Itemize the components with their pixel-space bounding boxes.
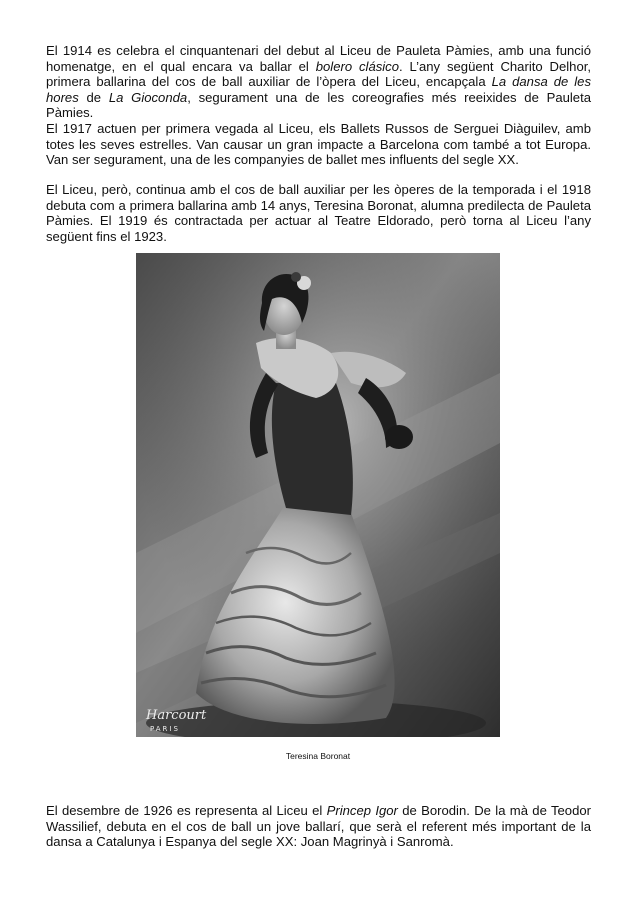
photographer-city: PARIS <box>150 725 180 733</box>
italic-princep-igor: Princep Igor <box>326 803 398 818</box>
text-span: , segurament una de les coreografies més reeixides de Pauleta Pàmies. <box>46 89 592 121</box>
italic-bolero-clasico: bolero clásico <box>315 58 400 74</box>
text-span: El 1914 es celebra el cinquantenari del debut al Liceu de Pauleta Pàmies, amb una funció homenatge, en el qual encara va ballar el <box>46 43 591 74</box>
paragraph-1926 <box>46 803 591 850</box>
paragraph-1918: El Liceu, però, continua amb el cos de ball auxiliar per les òperes de la temporada i el 1918 debuta com a primera ballarina amb 14 anys, Teresina Boronat, alumna predilecta de Pauleta Pàmies. El 1919 és contractada per actuar al Teatre Eldorado, però torna al Liceu l’any següent fins el 1923. <box>46 182 591 244</box>
paragraph-1917: El 1917 actuen per primera vegada al Liceu, els Ballets Russos de Serguei Diàguilev, amb totes les seves estrelles. Van causar un gran impacte a Barcelona com també a tot Europa. Van ser segurament, una de les companyies de ballet mes influents del segle XX. <box>46 121 591 168</box>
text-span: El desembre de 1926 es representa al Liceu el <box>46 803 327 818</box>
dancer-photograph <box>136 253 500 737</box>
text-span: . L’any següent Charito Delhor, primera ballarina del cos de ball auxiliar de l’òpera del Liceu, encapçala <box>46 58 592 90</box>
photo-caption: Teresina Boronat <box>285 751 351 761</box>
text-span: de <box>78 89 109 105</box>
text-span: de Borodin. De la mà de Teodor Wassilief, debuta en el cos de ball un jove ballarí, que serà el referent més important de la dansa a Catalunya i Espanya del segle XX: Joan Magrinyà i Sanromà. <box>46 803 591 850</box>
italic-la-gioconda: La Gioconda <box>108 89 188 105</box>
photographer-signature: Harcourt <box>146 708 207 723</box>
paragraph-1914 <box>46 43 591 121</box>
italic-la-dansa-de-les-hores: La dansa de les hores <box>46 74 591 105</box>
